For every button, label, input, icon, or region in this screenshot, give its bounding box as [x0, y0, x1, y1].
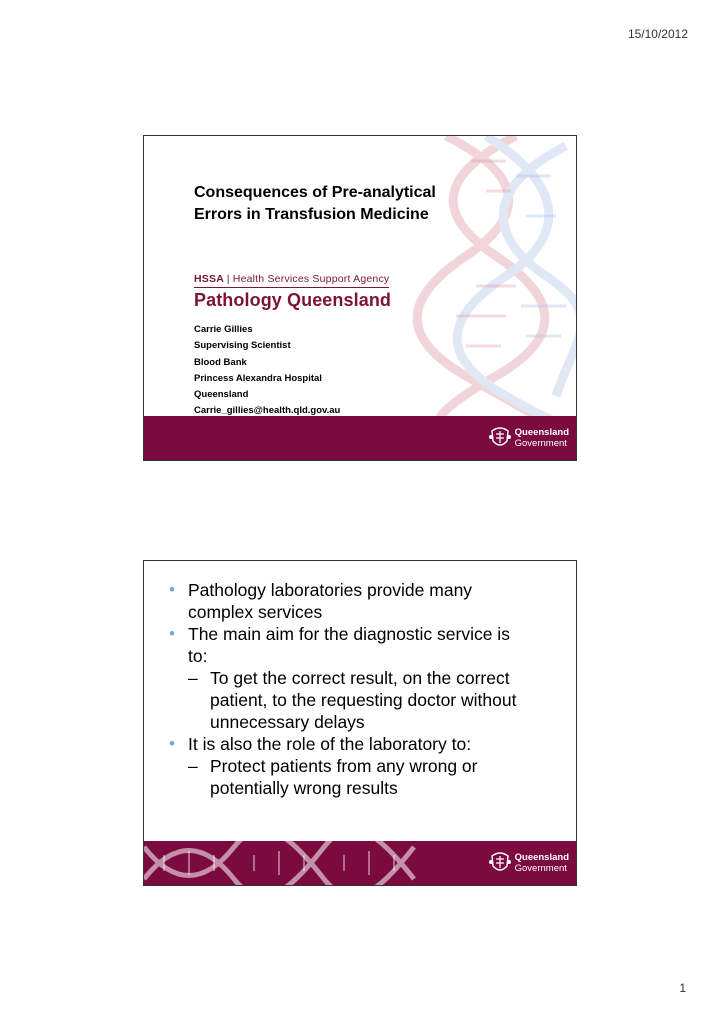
sub-bullet-item — [166, 667, 566, 733]
sub-1-line-1: To get the correct result, on the correct — [210, 668, 510, 688]
bullet-1-line-1: • Pathology laboratories provide many — [188, 580, 473, 600]
logo-name: Pathology Queensland — [194, 290, 392, 310]
gov-logo-line-1: Queensland — [514, 852, 569, 863]
slide-footer-bar — [144, 416, 576, 460]
sub-2-line-2: potentially wrong results — [210, 778, 398, 798]
title-line-2: Errors in Transfusion Medicine — [194, 206, 429, 223]
logo-org: HSSA — [194, 273, 224, 285]
bullet-list — [166, 579, 566, 799]
coat-of-arms-icon — [488, 850, 512, 876]
slide-footer-bar — [144, 841, 576, 885]
author-role: Supervising Scientist — [194, 340, 291, 352]
author-email: Carrie_gillies@health.qld.gov.au — [194, 405, 341, 417]
coat-of-arms-icon — [488, 425, 512, 451]
author-department: Blood Bank — [194, 356, 247, 368]
title-slide — [143, 135, 577, 461]
author-block — [194, 322, 340, 420]
bullet-2-line-1: • The main aim for the diagnostic service is — [188, 624, 510, 644]
bullet-item — [166, 733, 566, 755]
gov-logo-line-2: Government — [514, 863, 567, 874]
bullet-item — [166, 623, 566, 667]
bullet-3-line-1: • It is also the role of the laboratory to: — [188, 734, 472, 754]
dna-helix-decoration — [376, 136, 576, 426]
slide-title — [194, 182, 524, 226]
logo-agency: Health Services Support Agency — [232, 273, 390, 285]
sub-1-line-2: patient, to the requesting doctor without — [210, 690, 517, 710]
sub-1-line-3: unnecessary delays — [210, 712, 365, 732]
sub-2-line-1: Protect patients from any wrong or — [210, 756, 478, 776]
page-number: 1 — [679, 981, 686, 995]
author-hospital: Princess Alexandra Hospital — [194, 372, 322, 384]
page-date: 15/10/2012 — [627, 27, 688, 41]
bullet-1-line-2: complex services — [188, 602, 323, 622]
sub-bullet-item — [166, 755, 566, 799]
author-name: Carrie Gillies — [194, 324, 253, 335]
gov-logo-line-2: Government — [514, 438, 567, 449]
pathology-queensland-logo — [194, 272, 391, 311]
queensland-government-logo — [488, 850, 569, 876]
bullet-2-line-2: to: — [188, 646, 208, 666]
bullet-item — [166, 579, 566, 623]
gov-logo-line-1: Queensland — [514, 427, 569, 438]
logo-separator: | — [226, 273, 230, 285]
logo-divider — [194, 287, 389, 288]
queensland-government-logo — [488, 425, 569, 451]
dash-marker: – — [188, 756, 198, 776]
content-slide — [143, 560, 577, 886]
dash-marker: – — [188, 668, 198, 688]
author-state: Queensland — [194, 389, 249, 401]
title-line-1: Consequences of Pre-analytical — [194, 184, 436, 201]
